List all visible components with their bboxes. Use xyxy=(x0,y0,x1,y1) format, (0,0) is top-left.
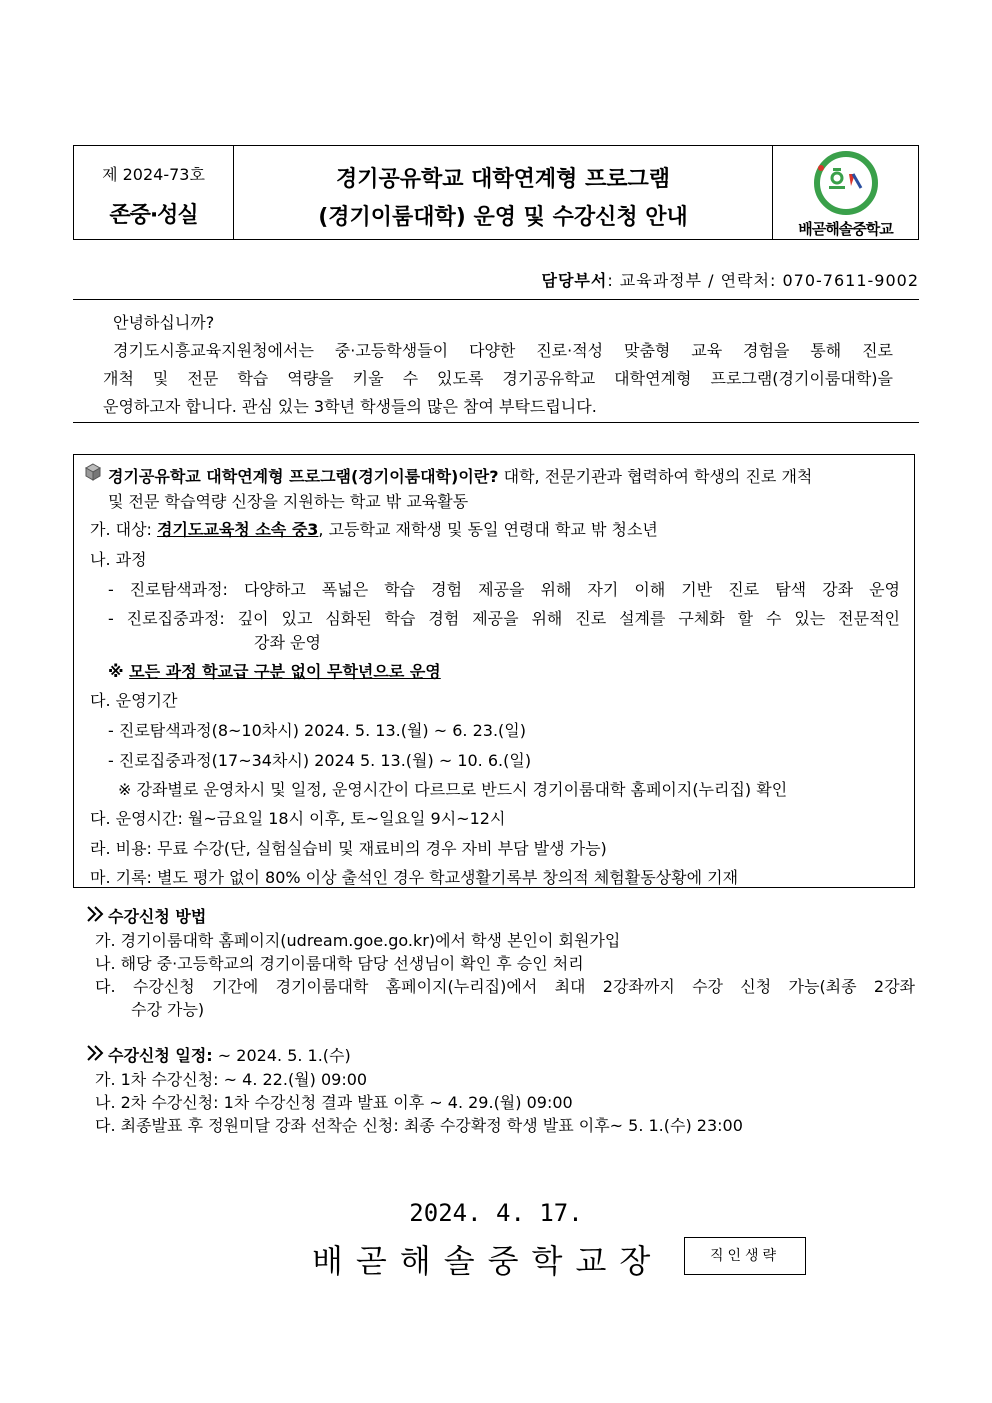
divider-top xyxy=(73,299,919,300)
school-motto: 존중·성실 xyxy=(109,203,198,228)
apply-method-3-cont: 수강 가능) xyxy=(131,1000,205,1019)
note-underlined: 모든 과정 학교급 구분 없이 무학년으로 운영 xyxy=(129,662,441,681)
target-underlined: 경기도교육청 소속 중3 xyxy=(157,520,319,539)
school-name: 배곧해솔중학교 xyxy=(798,220,893,238)
document-header xyxy=(73,145,919,240)
program-heading-line2: 및 전문 학습역량 신장을 지원하는 학교 밖 교육활동 xyxy=(108,492,469,511)
period-label: 다. 운영기간 xyxy=(90,691,178,710)
dept-value: : 교육과정부 / 연락처: 070-7611-9002 xyxy=(607,271,919,290)
apply-schedule-1: 가. 1차 수강신청: ~ 4. 22.(월) 09:00 xyxy=(95,1070,368,1089)
dept-label: 담당부서 xyxy=(541,271,608,290)
cube-icon xyxy=(84,463,102,481)
operating-time: 다. 운영시간: 월~금요일 18시 이후, 토~일요일 9시~12시 xyxy=(90,809,506,828)
intro-line-1: 경기도시흥교육지원청에서는 중·고등학생들이 다양한 진로·적성 맞춤형 교육 경험을 통해 진로 xyxy=(113,341,893,360)
issue-date: 2024. 4. 17. xyxy=(409,1199,583,1227)
apply-method-2: 나. 해당 중·고등학교의 경기이룸대학 담당 선생님이 확인 후 승인 처리 xyxy=(95,954,584,973)
greeting: 안녕하십니까? xyxy=(113,313,215,332)
apply-schedule-2: 나. 2차 수강신청: 1차 수강신청 결과 발표 이후 ~ 4. 29.(월) 09:00 xyxy=(95,1093,573,1112)
no-grade-note xyxy=(108,659,441,682)
doc-number: 제 2024-73호 xyxy=(102,165,205,184)
intro-line-2: 개척 및 전문 학습 역량을 키울 수 있도록 경기공유학교 대학연계형 프로그램(경기이룸대학)을 xyxy=(103,369,893,388)
cost: 라. 비용: 무료 수강(단, 실험실습비 및 재료비의 경우 자비 부담 발생 가능) xyxy=(90,839,607,858)
school-logo-cell xyxy=(772,146,918,239)
target-prefix: 가. 대상: xyxy=(90,520,158,539)
apply-method-heading: 수강신청 방법 xyxy=(108,907,207,926)
course-focus: - 진로집중과정: 깊이 있고 심화된 학습 경험 제공을 위해 진로 설계를 구체화 할 수 있는 전문적인 xyxy=(108,609,900,628)
program-heading xyxy=(108,464,904,487)
note-mark: ※ xyxy=(108,662,130,681)
course-explore: - 진로탐색과정: 다양하고 폭넓은 학습 경험 제공을 위해 자기 이해 기반 진로 탐색 강좌 운영 xyxy=(108,580,900,599)
apply-method-3: 다. 수강신청 기간에 경기이룸대학 홈페이지(누리집)에서 최대 2강좌까지 수강 신청 가능(최종 2강좌 xyxy=(95,977,915,996)
period-note: ※ 강좌별로 운영차시 및 일정, 운영시간이 다르므로 반드시 경기이룸대학 홈페이지(누리집) 확인 xyxy=(118,780,788,799)
apply-schedule-heading xyxy=(108,1043,351,1066)
divider-bottom xyxy=(73,422,919,423)
course-focus-cont: 강좌 운영 xyxy=(254,633,321,652)
apply-method-1: 가. 경기이룸대학 홈페이지(udream.goe.go.kr)에서 학생 본인이 회원가입 xyxy=(95,931,621,950)
program-heading-rest: 대학, 전문기관과 협력하여 학생의 진로 개척 xyxy=(498,467,813,486)
school-emblem-icon xyxy=(811,148,881,218)
principal-name: 배곧해솔중학교장 xyxy=(312,1242,664,1280)
target-rest: , 고등학교 재학생 및 동일 연령대 학교 밖 청소년 xyxy=(318,520,658,539)
period-focus: - 진로집중과정(17~34차시) 2024 5. 13.(월) ~ 10. 6.(일) xyxy=(108,751,532,770)
course-label: 나. 과정 xyxy=(90,550,147,569)
period-explore: - 진로탐색과정(8~10차시) 2024. 5. 13.(월) ~ 6. 23.(일) xyxy=(108,721,526,740)
contact-info xyxy=(541,268,919,291)
document-title-line1: 경기공유학교 대학연계형 프로그램 xyxy=(335,167,671,192)
intro-line-3: 운영하고자 합니다. 관심 있는 3학년 학생들의 많은 참여 부탁드립니다. xyxy=(103,397,597,416)
double-arrow-icon xyxy=(86,906,106,922)
document-title-line2: (경기이룸대학) 운영 및 수강신청 안내 xyxy=(318,205,688,230)
record: 마. 기록: 별도 평가 없이 80% 이상 출석인 경우 학교생활기록부 창의적 체험활동상황에 기재 xyxy=(90,868,739,887)
target xyxy=(90,517,658,540)
double-arrow-icon xyxy=(86,1045,106,1061)
stamp-omitted: 직인생략 xyxy=(684,1237,806,1275)
apply-schedule-heading-rest: ~ 2024. 5. 1.(수) xyxy=(212,1046,351,1065)
apply-schedule-3: 다. 최종발표 후 정원미달 강좌 선착순 신청: 최종 수강확정 학생 발표 이후~ 5. 1.(수) 23:00 xyxy=(95,1116,743,1135)
program-heading-bold: 경기공유학교 대학연계형 프로그램(경기이룸대학)이란? xyxy=(108,467,499,486)
apply-schedule-heading-bold: 수강신청 일정: xyxy=(108,1046,213,1065)
doc-number-cell xyxy=(74,146,234,239)
